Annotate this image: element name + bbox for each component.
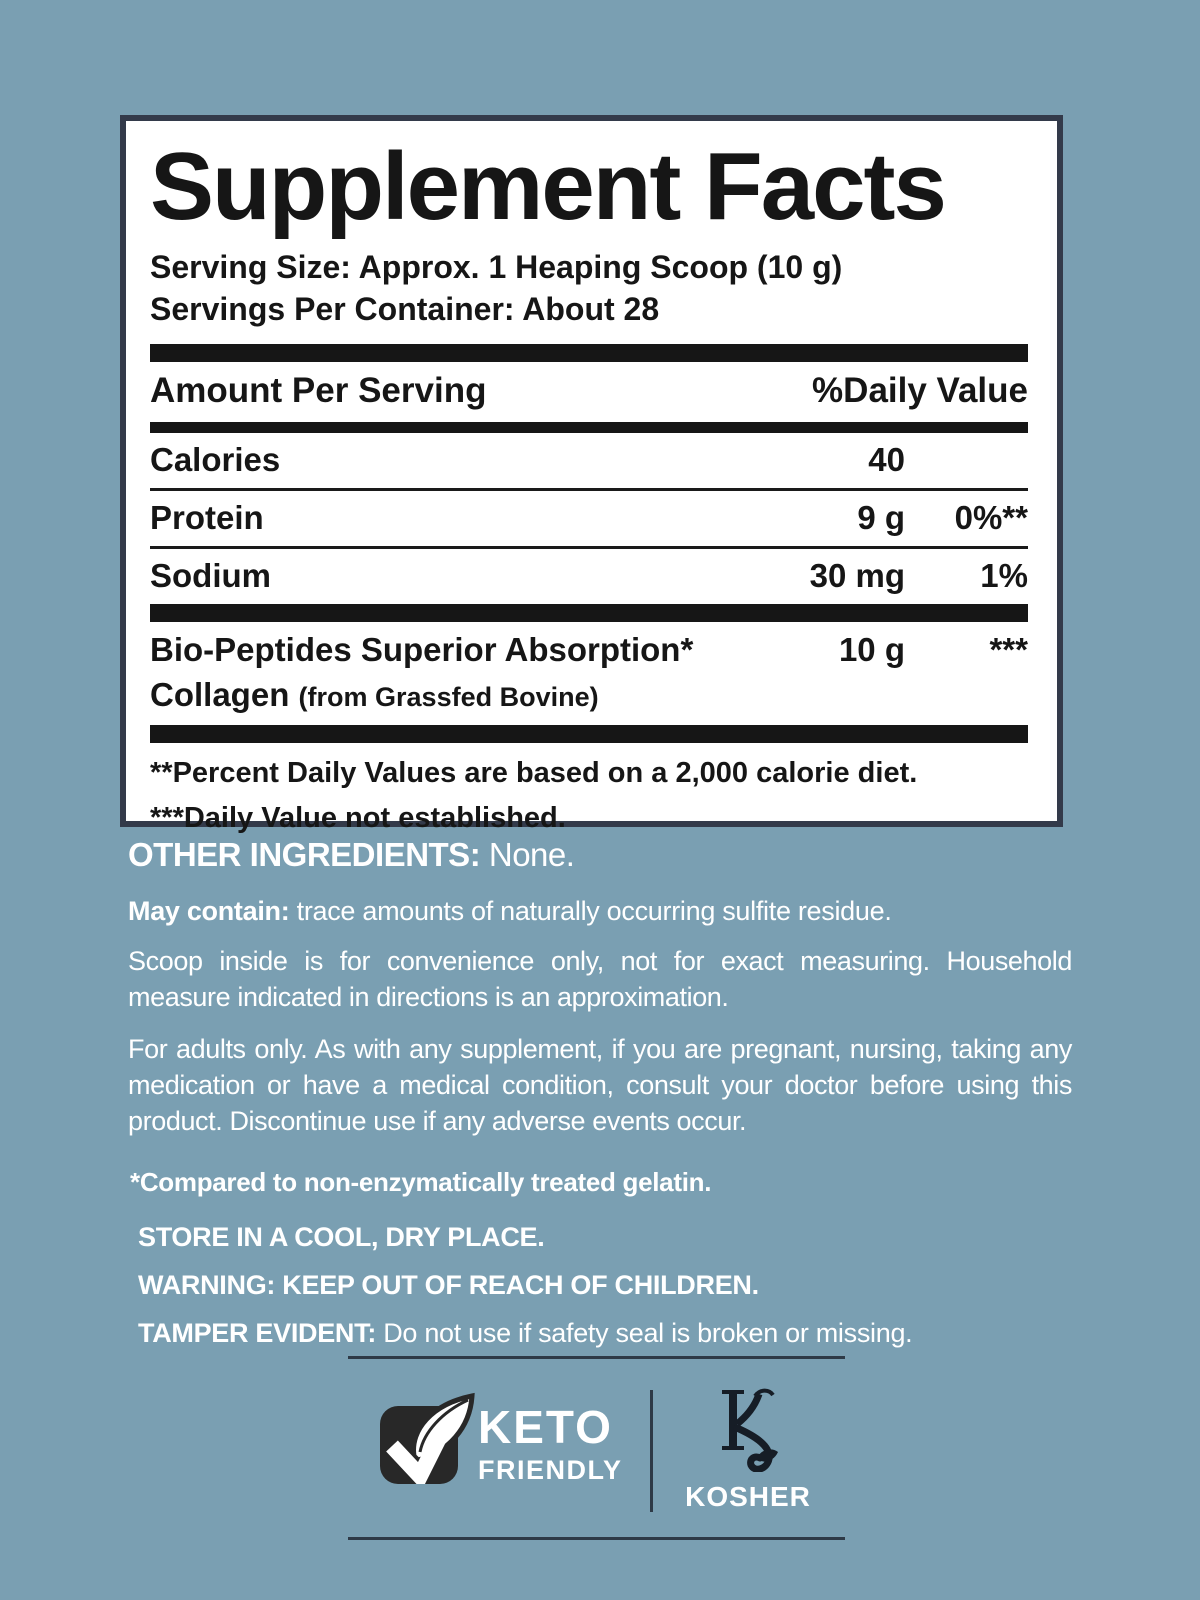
- info-section: [128, 836, 1072, 1349]
- divider-bar-thick: [150, 344, 1028, 362]
- divider-bar-medium: [150, 422, 1028, 433]
- serving-size: Serving Size: Approx. 1 Heaping Scoop (10 g): [150, 249, 843, 286]
- nutrient-name: Protein: [150, 498, 264, 536]
- collagen-row: [150, 622, 1028, 725]
- collagen-amount: 10 g: [838, 630, 905, 668]
- other-ingredients-value: None.: [480, 836, 575, 873]
- nutrient-amount: 9 g: [857, 498, 905, 536]
- other-ingredients-line: [128, 836, 1072, 874]
- scoop-note: Scoop inside is for convenience only, not for exact measuring. Household measure indicated in directions is an approximation.: [128, 946, 1072, 1012]
- collagen-source-note: (from Grassfed Bovine): [298, 681, 599, 712]
- nutrient-amount: 30 mg: [809, 556, 905, 594]
- keto-label: KETO: [478, 1401, 613, 1453]
- nutrient-dv: 0%**: [954, 498, 1028, 536]
- other-ingredients-label: OTHER INGREDIENTS:: [128, 836, 481, 873]
- collagen-name: Bio-Peptides Superior Absorption*: [150, 630, 694, 668]
- store-note: STORE IN A COOL, DRY PLACE.: [138, 1222, 545, 1252]
- badges-top-rule: [348, 1356, 845, 1359]
- badges-vertical-divider: [650, 1390, 653, 1512]
- supplement-facts-panel: [120, 115, 1063, 835]
- header-amount-per-serving: Amount Per Serving: [150, 370, 487, 410]
- panel-title: Supplement Facts: [150, 133, 945, 240]
- tamper-evident-value: Do not use if safety seal is broken or missing.: [376, 1318, 913, 1348]
- adults-note: For adults only. As with any supplement, if you are pregnant, nursing, taking any medication or have a medical condition, consult your doctor before using this product. Discontinue use if any adverse events occur.: [128, 1034, 1072, 1136]
- servings-per-container: Servings Per Container: About 28: [150, 291, 660, 328]
- footnote-dv-not-established: ***Daily Value not established.: [150, 802, 566, 835]
- check-leaf-icon: [380, 1392, 476, 1491]
- kosher-k-bird-icon: [707, 1459, 789, 1476]
- tamper-evident-line: [138, 1318, 1072, 1349]
- keto-friendly-label: FRIENDLY: [478, 1455, 623, 1485]
- table-row: [150, 549, 1028, 604]
- footnote-percent-dv: **Percent Daily Values are based on a 2,000 calorie diet.: [150, 757, 918, 790]
- nutrient-amount: 40: [868, 440, 905, 478]
- nutrient-name: Sodium: [150, 556, 271, 594]
- header-daily-value: %Daily Value: [812, 370, 1028, 410]
- kosher-label: KOSHER: [685, 1481, 811, 1512]
- table-header-row: [150, 362, 1028, 422]
- collagen-dv: ***: [989, 630, 1028, 668]
- tamper-evident-label: TAMPER EVIDENT:: [138, 1318, 377, 1348]
- may-contain-line: [128, 896, 1072, 927]
- divider-bar-thick: [150, 725, 1028, 743]
- table-row: [150, 491, 1028, 546]
- may-contain-value: trace amounts of naturally occurring sulfite residue.: [289, 896, 892, 926]
- keto-friendly-badge: [478, 1401, 623, 1485]
- compared-note: *Compared to non-enzymatically treated gelatin.: [130, 1167, 712, 1197]
- collagen-name-line2: Collagen: [150, 675, 290, 713]
- kosher-badge: [668, 1388, 828, 1513]
- may-contain-label: May contain:: [128, 896, 290, 926]
- nutrient-dv: 1%: [980, 556, 1028, 594]
- badges-bottom-rule: [348, 1537, 845, 1540]
- table-row: [150, 433, 1028, 488]
- warning-note: WARNING: KEEP OUT OF REACH OF CHILDREN.: [138, 1270, 759, 1300]
- divider-bar-thick: [150, 604, 1028, 622]
- nutrient-name: Calories: [150, 440, 281, 478]
